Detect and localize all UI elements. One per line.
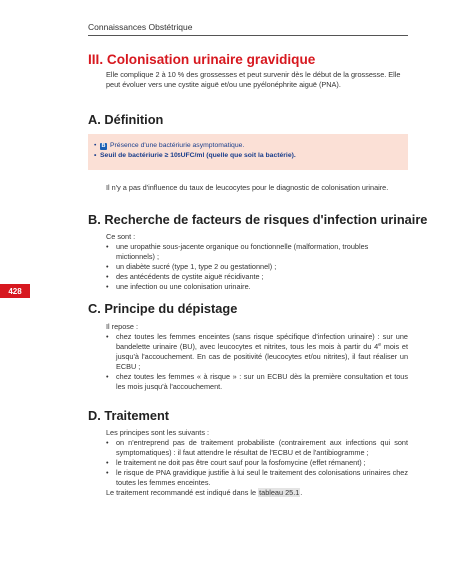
risk-factors-intro: Ce sont : [106, 232, 136, 241]
screening-heading: C. Principe du dépistage [88, 301, 238, 316]
risk-factors-list [106, 242, 408, 292]
section-intro: Elle complique 2 à 10 % des grossesses et peut survenir dès le début de la grossesse. Elle peut évoluer vers une cystite aiguë et/ou une pyélonéphrite aiguë (PNA). [106, 70, 401, 89]
treatment-closing [106, 488, 408, 498]
screening-body [106, 322, 408, 392]
running-header: Connaissances Obstétrique [88, 22, 408, 36]
definition-item [94, 151, 408, 161]
list-item: • le risque de PNA gravidique justifie à lui seul le traitement des colonisations urinaires chez toutes les femmes enceintes. [106, 468, 408, 488]
definition-box [88, 134, 408, 170]
definition-item-text: Présence d'une bactériurie asymptomatique. [110, 142, 245, 149]
screening-list [106, 332, 408, 392]
page-number-tab: 428 [0, 284, 30, 298]
threshold-suffix: UFC/ml (quelle que soit la bactérie). [180, 152, 296, 159]
screening-item-text: mois et jusqu'à l'accouchement. En cas de positivité (leucocytes et/ou nitrites), il faut réaliser un ECBU ; [116, 342, 408, 371]
list-item [106, 332, 408, 372]
treatment-intro: Les principes sont les suivants : [106, 428, 210, 437]
list-item: • une uropathie sous-jacente organique ou fonctionnelle (malformation, troubles mictionnels) ; [106, 242, 408, 262]
risk-factors-heading: B. Recherche de facteurs de risques d'infection urinaire [88, 212, 428, 227]
risk-factors-body [106, 232, 408, 292]
list-item: • chez toutes les femmes « à risque » : sur un ECBU dès la première consultation et tous les mois jusqu'à l'accouchement. [106, 372, 408, 392]
closing-text: Le traitement recommandé est indiqué dans le [106, 488, 259, 497]
threshold-exponent: 5 [177, 153, 181, 159]
definition-note: Il n'y a pas d'influence du taux de leucocytes pour le diagnostic de colonisation urinaire. [106, 183, 389, 192]
definition-item [94, 141, 408, 151]
table-reference-link[interactable]: tableau 25.1 [259, 488, 300, 497]
list-item: • des antécédents de cystite aiguë récidivante ; [106, 272, 408, 282]
list-item: • une infection ou une colonisation urinaire. [106, 282, 408, 292]
threshold-prefix: Seuil de bactériurie ≥ 10 [100, 152, 178, 159]
list-item: • un diabète sucré (type 1, type 2 ou gestationnel) ; [106, 262, 408, 272]
treatment-list [106, 438, 408, 488]
bullet: • [94, 152, 97, 159]
definition-heading: A. Définition [88, 112, 164, 127]
section-title: III. Colonisation urinaire gravidique [88, 52, 316, 67]
level-b-badge-icon: B [101, 143, 106, 149]
screening-intro: Il repose : [106, 322, 139, 331]
list-item: • le traitement ne doit pas être court sauf pour la fosfomycine (effet rémanent) ; [106, 458, 408, 468]
treatment-body [106, 428, 408, 498]
superscript: e [378, 342, 381, 348]
treatment-heading: D. Traitement [88, 408, 170, 423]
closing-period: . [300, 488, 303, 497]
list-item: • on n'entreprend pas de traitement probabiliste (contrairement aux infections qui sont symptomatiques) : il faut attendre le résultat de l'ECBU et de l'antibiogramme ; [106, 438, 408, 458]
screening-item-text: chez toutes les femmes enceintes (sans risque spécifique d'infection urinaire) : sur une bandelette urinaire (BU), avec leucocytes et nitrites, tous les mois à partir du 4 [116, 332, 408, 351]
bullet: • [94, 142, 97, 149]
